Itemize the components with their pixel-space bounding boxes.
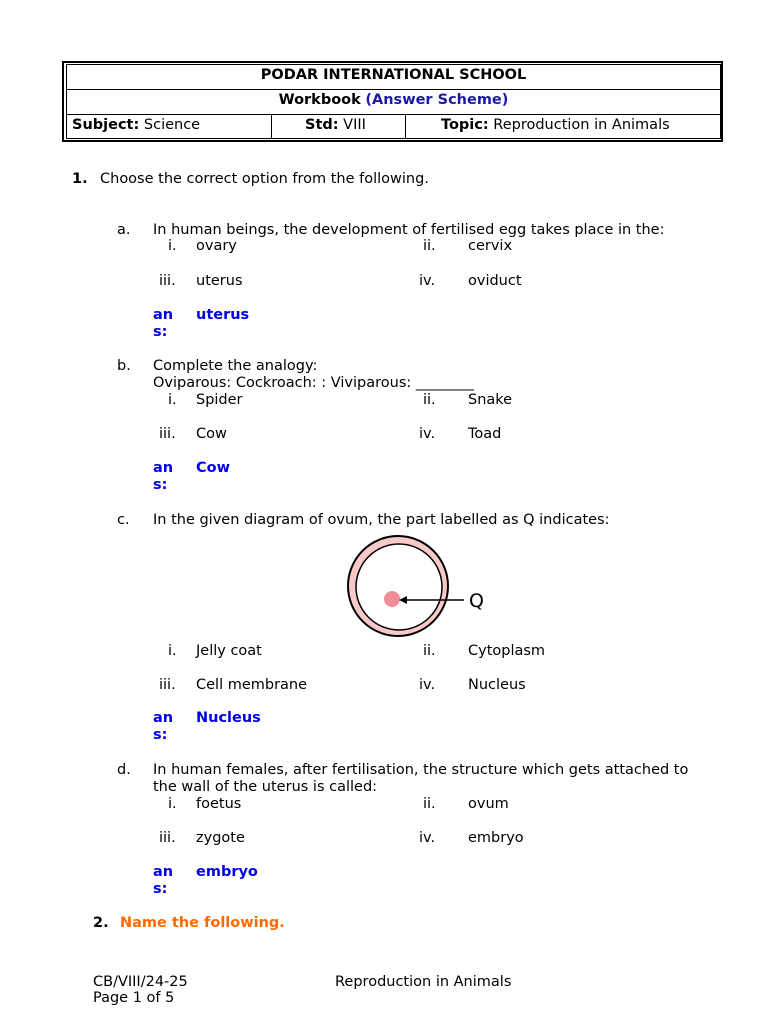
subject-value: Science <box>143 117 201 133</box>
option-text: Snake <box>468 392 513 408</box>
item-letter: b. <box>117 358 131 374</box>
answer-label: s: <box>153 324 168 340</box>
option-text: foetus <box>196 796 242 812</box>
option-number: iv. <box>419 426 436 442</box>
option-text: Jelly coat <box>196 643 262 659</box>
option-number: iii. <box>159 677 176 693</box>
question-text: Choose the correct option from the following. <box>100 171 429 187</box>
answer-value: Cow <box>196 460 230 476</box>
std-cell <box>305 117 366 134</box>
item-letter: a. <box>117 222 131 238</box>
answer-label: s: <box>153 727 168 743</box>
item-question-line: In human females, after fertilisation, the structure which gets attached to <box>153 762 689 778</box>
std-label: Std: <box>305 117 339 133</box>
answer-label: s: <box>153 881 168 897</box>
answer-label: s: <box>153 477 168 493</box>
topic-label: Topic: <box>441 117 489 133</box>
subject-label: Subject: <box>72 117 140 133</box>
option-text: ovary <box>196 238 237 254</box>
option-number: ii. <box>423 238 436 254</box>
answer-value: Nucleus <box>196 710 261 726</box>
diagram-label-q: Q <box>469 590 484 612</box>
topic-cell <box>441 117 670 134</box>
option-text: Nucleus <box>468 677 526 693</box>
option-number: i. <box>168 796 177 812</box>
option-text: Toad <box>468 426 502 442</box>
option-text: ovum <box>468 796 509 812</box>
option-number: ii. <box>423 392 436 408</box>
item-question-line: the wall of the uterus is called: <box>153 779 378 795</box>
option-text: oviduct <box>468 273 522 289</box>
option-number: ii. <box>423 796 436 812</box>
answer-label: an <box>153 460 174 476</box>
footer-page-number: Page 1 of 5 <box>93 990 175 1006</box>
item-letter: d. <box>117 762 131 778</box>
option-text: embryo <box>468 830 524 846</box>
answer-scheme-label: (Answer Scheme) <box>365 92 509 108</box>
item-question-line: In human beings, the development of fertilised egg takes place in the: <box>153 222 665 238</box>
ovum-nucleus <box>384 591 400 607</box>
option-number: i. <box>168 238 177 254</box>
header-divider <box>66 89 721 90</box>
item-question-line: Oviparous: Cockroach: : Viviparous: ________ <box>153 375 474 391</box>
option-text: Cell membrane <box>196 677 308 693</box>
header-divider <box>66 114 721 115</box>
option-number: i. <box>168 643 177 659</box>
option-number: iv. <box>419 830 436 846</box>
option-number: iii. <box>159 830 176 846</box>
answer-label: an <box>153 710 174 726</box>
answer-label: an <box>153 864 174 880</box>
question-number: 1. <box>72 171 88 187</box>
ovum-diagram <box>340 532 500 642</box>
answer-value: embryo <box>196 864 258 880</box>
option-text: zygote <box>196 830 245 846</box>
std-value: VIII <box>343 117 366 133</box>
answer-value: uterus <box>196 307 250 323</box>
option-number: ii. <box>423 643 436 659</box>
option-text: uterus <box>196 273 243 289</box>
option-text: Cytoplasm <box>468 643 546 659</box>
header-cell-divider <box>405 114 406 139</box>
option-text: Cow <box>196 426 227 442</box>
ovum-cytoplasm <box>356 544 442 630</box>
footer-title: Reproduction in Animals <box>335 974 512 990</box>
topic-value: Reproduction in Animals <box>493 117 670 133</box>
subject-cell <box>72 117 200 134</box>
answer-label: an <box>153 307 174 323</box>
option-number: iii. <box>159 426 176 442</box>
question-text: Name the following. <box>120 915 285 931</box>
option-text: cervix <box>468 238 513 254</box>
school-name: PODAR INTERNATIONAL SCHOOL <box>260 67 527 83</box>
footer-code: CB/VIII/24-25 <box>93 974 188 990</box>
item-question-line: In the given diagram of ovum, the part labelled as Q indicates: <box>153 512 610 528</box>
option-text: Spider <box>196 392 243 408</box>
header-cell-divider <box>271 114 272 139</box>
question-number: 2. <box>93 915 109 931</box>
workbook-label: Workbook <box>278 92 361 108</box>
item-letter: c. <box>117 512 130 528</box>
item-question-line: Complete the analogy: <box>153 358 318 374</box>
option-number: iv. <box>419 273 436 289</box>
option-number: i. <box>168 392 177 408</box>
option-number: iii. <box>159 273 176 289</box>
option-number: iv. <box>419 677 436 693</box>
workbook-title <box>66 92 721 109</box>
